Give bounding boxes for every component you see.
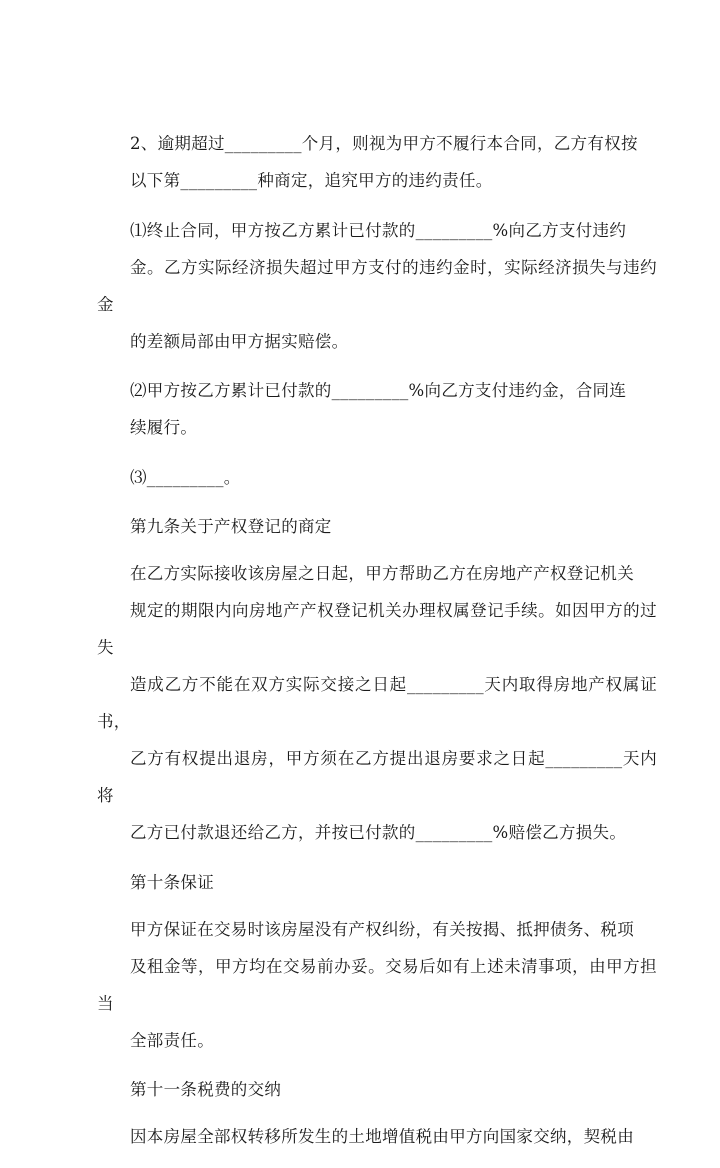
text-line: ⑵甲方按乙方累计已付款的_________%向乙方支付违约金，合同连 <box>130 381 627 400</box>
article-10-heading <box>97 864 657 901</box>
text-line: ⑴终止合同，甲方按乙方累计已付款的_________%向乙方支付违约 <box>130 220 627 240</box>
text-line: 的差额局部由甲方据实赔偿。 <box>130 331 349 351</box>
article-11-heading <box>97 1071 657 1108</box>
heading-text: 第十条保证 <box>130 872 214 892</box>
text-line: 因本房屋全部权转移所发生的土地增值税由甲方向国家交纳，契税由 <box>130 1127 634 1146</box>
text-line: 乙方有权提出退房，甲方须在乙方提出退房要求之日起_________天内将 <box>97 749 657 805</box>
article-11-paragraph <box>97 1118 657 1155</box>
heading-text: 第十一条税费的交纳 <box>130 1080 282 1099</box>
text-line: 在乙方实际接收该房屋之日起，甲方帮助乙方在房地产产权登记机关 <box>130 564 634 583</box>
heading-text: 第九条关于产权登记的商定 <box>130 517 332 536</box>
article-9-paragraph <box>97 555 657 851</box>
text-line: 续履行。 <box>130 418 198 437</box>
clause-terminate-paragraph <box>97 212 657 360</box>
article-10-paragraph <box>97 911 657 1059</box>
text-line: 及租金等，甲方均在交易前办妥。交易后如有上述未清事项，由甲方担当 <box>97 956 657 1013</box>
clause-overdue-paragraph <box>97 125 657 199</box>
article-9-heading <box>97 508 657 545</box>
text-line: 甲方保证在交易时该房屋没有产权纠纷，有关按揭、抵押债务、税项 <box>130 919 634 939</box>
document-page <box>97 125 657 1168</box>
text-line: 造成乙方不能在双方实际交接之日起_________天内取得房地产权属证书， <box>97 675 657 731</box>
clause-continue-paragraph <box>97 372 657 446</box>
text-line: 以下第_________种商定，追究甲方的违约责任。 <box>130 171 493 190</box>
text-line: 2、逾期超过_________个月，则视为甲方不履行本合同，乙方有权按 <box>130 134 638 153</box>
text-line: 规定的期限内向房地产产权登记机关办理权属登记手续。如因甲方的过失 <box>97 601 657 657</box>
text-line: ⑶_________。 <box>130 467 241 487</box>
text-line: 全部责任。 <box>130 1030 214 1050</box>
clause-other-paragraph <box>97 459 657 496</box>
text-line: 乙方已付款退还给乙方，并按已付款的_________%赔偿乙方损失。 <box>130 823 627 842</box>
text-line: 金。乙方实际经济损失超过甲方支付的违约金时，实际经济损失与违约金 <box>97 257 657 314</box>
